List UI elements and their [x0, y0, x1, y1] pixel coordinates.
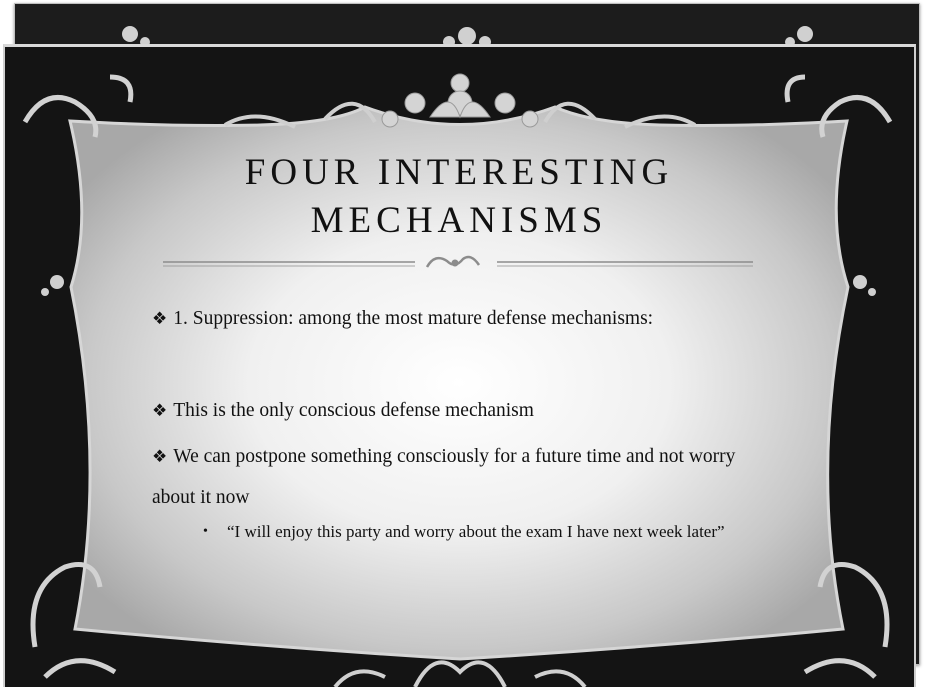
bullet-diamond-icon: ❖ — [152, 309, 168, 328]
current-slide[interactable] — [3, 44, 916, 687]
side-scroll-left — [41, 275, 64, 296]
slide-title — [155, 149, 763, 245]
title-line-2: MECHANISMS — [310, 200, 608, 241]
bullet-text: This is the only conscious defense mechanism — [173, 400, 534, 421]
sub-bullet-text: “I will enjoy this party and worry about the exam I have next week later” — [227, 522, 725, 541]
bullet-diamond-icon: ❖ — [152, 401, 168, 420]
side-scroll-right — [853, 275, 876, 296]
title-line-1: FOUR INTERESTING — [244, 152, 674, 193]
bullet-diamond-icon: ❖ — [152, 447, 168, 466]
sub-bullet-party-quote — [203, 520, 763, 543]
bullet-suppression — [152, 298, 792, 339]
ornamental-frame — [5, 47, 914, 687]
top-flourish-ornament — [225, 74, 695, 127]
bullet-text: We can postpone something consciously for a future time and not worry about it now — [152, 446, 736, 508]
bullet-postpone — [152, 436, 767, 518]
bottom-flourish-ornament — [335, 662, 585, 687]
sub-bullet-dot-icon: • — [203, 524, 208, 539]
bullet-text: 1. Suppression: among the most mature defense mechanisms: — [173, 308, 654, 329]
bullet-conscious — [152, 390, 792, 431]
